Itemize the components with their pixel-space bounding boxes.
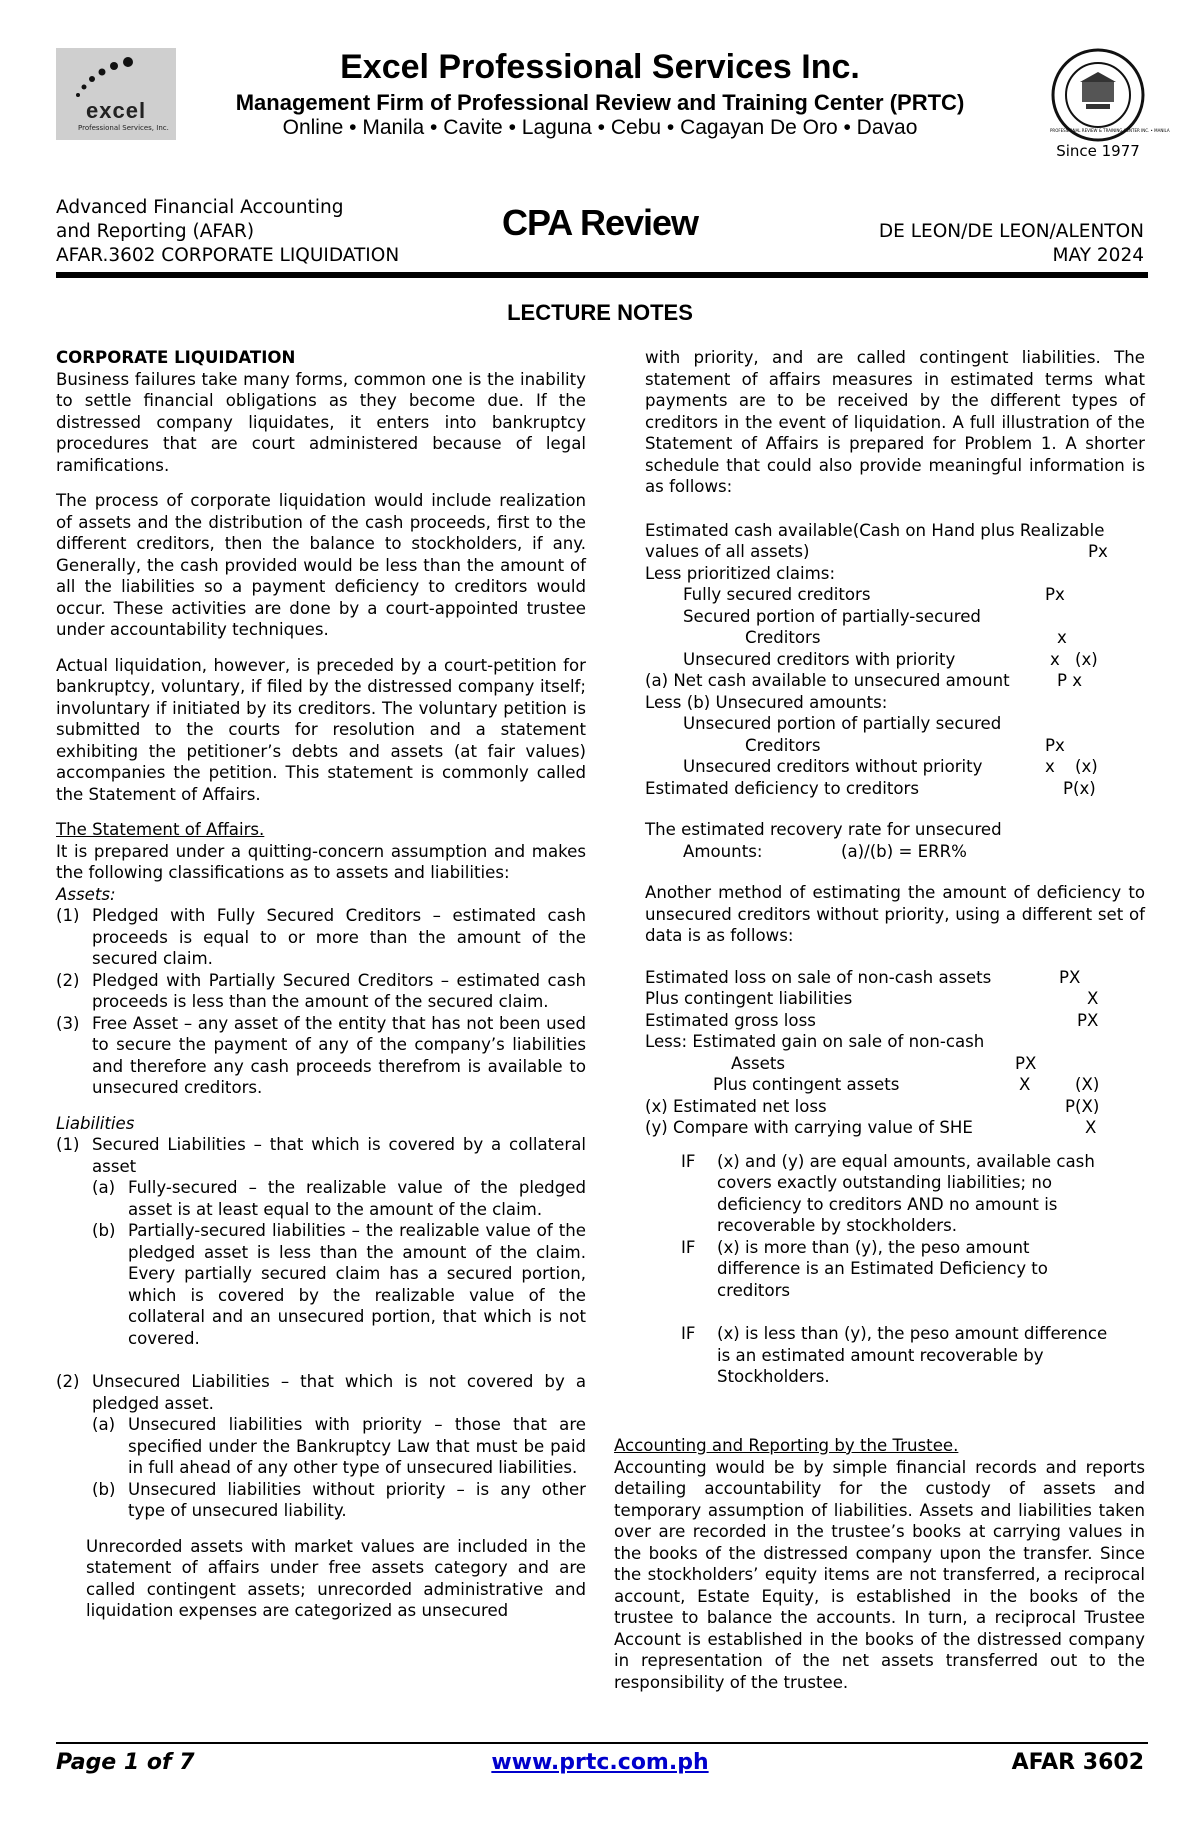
list-number: (1) (56, 906, 80, 925)
row-value: x (1045, 757, 1055, 776)
if-text: (x) is less than (y), the peso amount difference is an estimated amount recoverable by Stockholders. (717, 1324, 1108, 1386)
list-item (56, 1013, 586, 1099)
row-value: x (1057, 628, 1067, 647)
website-link[interactable]: www.prtc.com.ph (491, 1750, 709, 1775)
schedule-row (645, 520, 1145, 542)
heading-corporate-liquidation: CORPORATE LIQUIDATION (56, 348, 296, 367)
row-label: Assets (731, 1053, 786, 1073)
row-label: Estimated gross loss (645, 1010, 816, 1030)
list-number: (3) (56, 1013, 80, 1033)
row-label: Fully secured creditors (683, 585, 871, 604)
if-condition-1 (681, 1151, 1145, 1237)
course-line-1: Advanced Financial Accounting (56, 197, 344, 218)
section-title: LECTURE NOTES (507, 300, 693, 325)
paragraph-3: Actual liquidation, however, is preceded by a court-petition for bankruptcy, voluntary, if filed by the distressed company itself; involuntary if initiated by its creditors. The voluntary petition is submitted to the courts for resolution and a statement exhibiting the petitioner’s debts and assets (at fair values) accompanies the petition. This statement is commonly called the Statement of Affairs. (56, 655, 586, 804)
paragraph-2: The process of corporate liquidation would include realization of assets and the distribution of the cash proceeds, first to the different creditors, then the balance to stockholders, if any. Generally, the cash provided would be less than the amount of all the liabilities so a payment deficiency to creditors would occur. These activities are done by a court-appointed trustee under accountability techniques. (56, 491, 586, 639)
soa-intro: It is prepared under a quitting-concern assumption and makes the following classifications as to assets and liabilities: (56, 841, 586, 882)
schedule-row (645, 670, 1145, 692)
prtc-seal (1046, 48, 1170, 142)
right-column (645, 347, 1145, 1388)
row-value: PX (1077, 1010, 1099, 1030)
schedule-row (645, 1074, 1145, 1096)
list-text: Pledged with Partially Secured Creditors – estimated cash proceeds is less than the amount of the secured claim. (92, 970, 586, 1011)
list-text: Unsecured liabilities without priority – is any other type of unsecured liability. (128, 1479, 586, 1520)
row-label: (y) Compare with carrying value of SHE (645, 1118, 973, 1137)
list-number: (b) (92, 1479, 116, 1499)
sub-list-item (92, 1479, 586, 1522)
company-subtitle: Management Firm of Professional Review and Training Center (PRTC) (235, 90, 965, 115)
if-text: (x) is more than (y), the peso amount difference is an Estimated Deficiency to creditors (717, 1237, 1048, 1300)
schedule-row (645, 649, 1145, 671)
seal-text: PROFESSIONAL REVIEW & TRAINING CENTER INC. • MANILA (1050, 128, 1170, 133)
trustee-section (614, 1435, 1145, 1693)
row-label: Estimated loss on sale of non-cash assets (645, 967, 992, 987)
schedule-row (645, 778, 1145, 800)
list-number: (a) (92, 1178, 116, 1197)
liabilities-label: Liabilities (56, 1113, 135, 1133)
row-total: (x) (1075, 649, 1098, 669)
row-total: (X) (1075, 1075, 1100, 1094)
trustee-paragraph: Accounting would be by simple financial records and reports detailing accountability for the custody of assets and temporary assumption of liabilities. Assets and liabilities taken over are recorded in the trustee’s books at carrying values in the books of the distressed company upon the transfer. Since the stockholders’ equity items are not transferred, a reciprocal account, Estate Equity, is established in the books of the trustee to balance the accounts. In turn, a reciprocal Trustee Account is established in the books of the distressed company in representation of the net assets transferred out to the responsibility of the trustee. (614, 1457, 1145, 1692)
row-value: P(x) (1063, 778, 1096, 798)
authors: DE LEON/DE LEON/ALENTON (878, 221, 1144, 242)
schedule-row (645, 606, 1145, 628)
sub-list-item (92, 1414, 586, 1479)
row-value: PX (1059, 967, 1081, 987)
list-number: (a) (92, 1415, 116, 1434)
sub-list-item (92, 1177, 586, 1220)
list-item (56, 970, 586, 1013)
schedule-row (645, 584, 1145, 606)
schedule-row (645, 967, 1145, 989)
company-name: Excel Professional Services Inc. (340, 48, 860, 86)
course-line-3: AFAR.3602 CORPORATE LIQUIDATION (56, 245, 400, 266)
row-label: Creditors (745, 628, 821, 647)
row-label: Unsecured creditors with priority (683, 649, 956, 669)
row-value: X (1087, 989, 1099, 1008)
list-text: Free Asset – any asset of the entity that has not been used to secure the payment of any of the company’s liabilities and therefore any cash proceeds therefrom is available to unsecured creditors. (92, 1013, 586, 1097)
row-label: Unsecured portion of partially secured (683, 714, 1002, 733)
schedule-row (645, 756, 1145, 778)
course-line-2: and Reporting (AFAR) (56, 221, 255, 242)
list-number: (2) (56, 1372, 80, 1391)
row-label: (a) Net cash available to unsecured amount (645, 671, 1010, 690)
program-title: CPA Review (501, 202, 699, 243)
schedule-row (645, 713, 1145, 735)
schedule-row (645, 735, 1145, 757)
date: MAY 2024 (1052, 245, 1144, 266)
header-divider (56, 272, 1148, 278)
schedule-2 (645, 967, 1145, 1139)
row-value: P x (1057, 671, 1083, 690)
schedule-row (645, 541, 1145, 563)
heading-trustee: Accounting and Reporting by the Trustee. (614, 1436, 959, 1455)
list-number: (2) (56, 970, 80, 990)
row-value: X (1019, 1075, 1031, 1094)
list-item (56, 905, 586, 970)
logo-subtext: Professional Services, Inc. (78, 124, 169, 132)
if-label: IF (681, 1237, 696, 1257)
row-value: (a)/(b) = ERR% (841, 841, 967, 861)
row-label: Estimated cash available(Cash on Hand plus Realizable (645, 520, 1105, 540)
company-locations: Online • Manila • Cavite • Laguna • Cebu • Cagayan De Oro • Davao (282, 116, 918, 139)
list-item (56, 1134, 586, 1177)
row-value: PX (1015, 1053, 1037, 1073)
schedule-row (645, 1053, 1145, 1075)
row-label: Secured portion of partially-secured (683, 606, 981, 626)
list-text: Fully-secured – the realizable value of the pledged asset is at least equal to the amount of the claim. (128, 1178, 586, 1219)
footer-divider (56, 1742, 1148, 1744)
schedule-1 (645, 520, 1145, 800)
schedule-row (645, 627, 1145, 649)
row-label: Creditors (745, 735, 821, 755)
course-info (56, 196, 399, 268)
row-label: (x) Estimated net loss (645, 1096, 827, 1116)
err-line-1 (645, 819, 1145, 841)
row-value: P(X) (1065, 1096, 1100, 1116)
assets-label: Assets: (56, 884, 116, 904)
list-text: Secured Liabilities – that which is covered by a collateral asset (92, 1135, 586, 1176)
list-text: Partially-secured liabilities – the realizable value of the pledged asset is less than the amount of the claim. Every partially secured claim has a secured portion, which is covered by the realizable value of the collateral and an unsecured portion, that which is not covered. (128, 1221, 586, 1348)
row-label: Plus contingent assets (713, 1075, 900, 1094)
list-number: (1) (56, 1135, 80, 1154)
list-text: Unsecured liabilities with priority – those that are specified under the Bankruptcy Law that must be paid in full ahead of any other type of unsecured liabilities. (128, 1415, 586, 1477)
row-label: Plus contingent liabilities (645, 989, 853, 1008)
unrecorded-paragraph: Unrecorded assets with market values are included in the statement of affairs under free assets category and are called contingent assets; unrecorded administrative and liquidation expenses are categorized as unsecured (86, 1536, 586, 1620)
row-label: values of all assets) (645, 542, 810, 561)
authors-info (879, 220, 1144, 268)
row-label: Unsecured creditors without priority (683, 757, 983, 776)
left-column (56, 347, 586, 1622)
row-label: Estimated deficiency to creditors (645, 778, 919, 798)
continued-paragraph: with priority, and are called contingent liabilities. The statement of affairs measures in estimated terms what payments are to be received by the different types of creditors in the event of liquidation. A full illustration of the Statement of Affairs is prepared for Problem 1. A shorter schedule that could also provide meaningful information is as follows: (645, 348, 1145, 496)
list-text: Unsecured Liabilities – that which is not covered by a pledged asset. (92, 1372, 586, 1413)
company-logo (56, 48, 176, 140)
schedule-row (645, 692, 1145, 714)
since-label: Since 1977 (1056, 142, 1140, 160)
row-label: Less prioritized claims: (645, 563, 836, 583)
row-value: X (1085, 1118, 1097, 1137)
schedule-row (645, 1031, 1145, 1053)
another-method-paragraph: Another method of estimating the amount of deficiency to unsecured creditors without priority, using a different set of data is as follows: (645, 883, 1145, 945)
sub-list-item (92, 1220, 586, 1349)
if-text: (x) and (y) are equal amounts, available cash covers exactly outstanding liabilities; no deficiency to creditors AND no amount is recoverable by stockholders. (717, 1151, 1095, 1235)
list-item (56, 1371, 586, 1414)
if-label: IF (681, 1151, 696, 1171)
schedule-row (645, 1096, 1145, 1118)
schedule-row (645, 563, 1145, 585)
row-label: Amounts: (683, 841, 763, 861)
err-line-2 (645, 841, 1145, 863)
logo-text: excel (86, 98, 147, 123)
schedule-row (645, 1117, 1145, 1139)
row-value: Px (1045, 585, 1065, 604)
if-condition-3 (681, 1323, 1145, 1388)
row-value: x (1050, 649, 1060, 669)
row-total: (x) (1075, 757, 1098, 776)
heading-statement-of-affairs: The Statement of Affairs. (56, 820, 265, 839)
list-text: Pledged with Fully Secured Creditors – estimated cash proceeds is equal to or more than the amount of the secured claim. (92, 906, 586, 968)
if-condition-2 (681, 1237, 1145, 1302)
schedule-row (645, 988, 1145, 1010)
row-value: Px (1045, 735, 1065, 755)
list-number: (b) (92, 1221, 116, 1240)
page-number: Page 1 of 7 (56, 1750, 195, 1775)
row-label: The estimated recovery rate for unsecured (645, 820, 1002, 839)
schedule-row (645, 1010, 1145, 1032)
document-code: AFAR 3602 (1011, 1750, 1144, 1775)
paragraph-1: Business failures take many forms, common one is the inability to settle financial obligations as they become due. If the distressed company liquidates, it enters into bankruptcy procedures that are court administered because of legal ramifications. (56, 369, 586, 475)
row-value: Px (1088, 542, 1108, 561)
row-label: Less (b) Unsecured amounts: (645, 692, 888, 712)
if-label: IF (681, 1324, 696, 1343)
row-label: Less: Estimated gain on sale of non-cash (645, 1032, 985, 1051)
